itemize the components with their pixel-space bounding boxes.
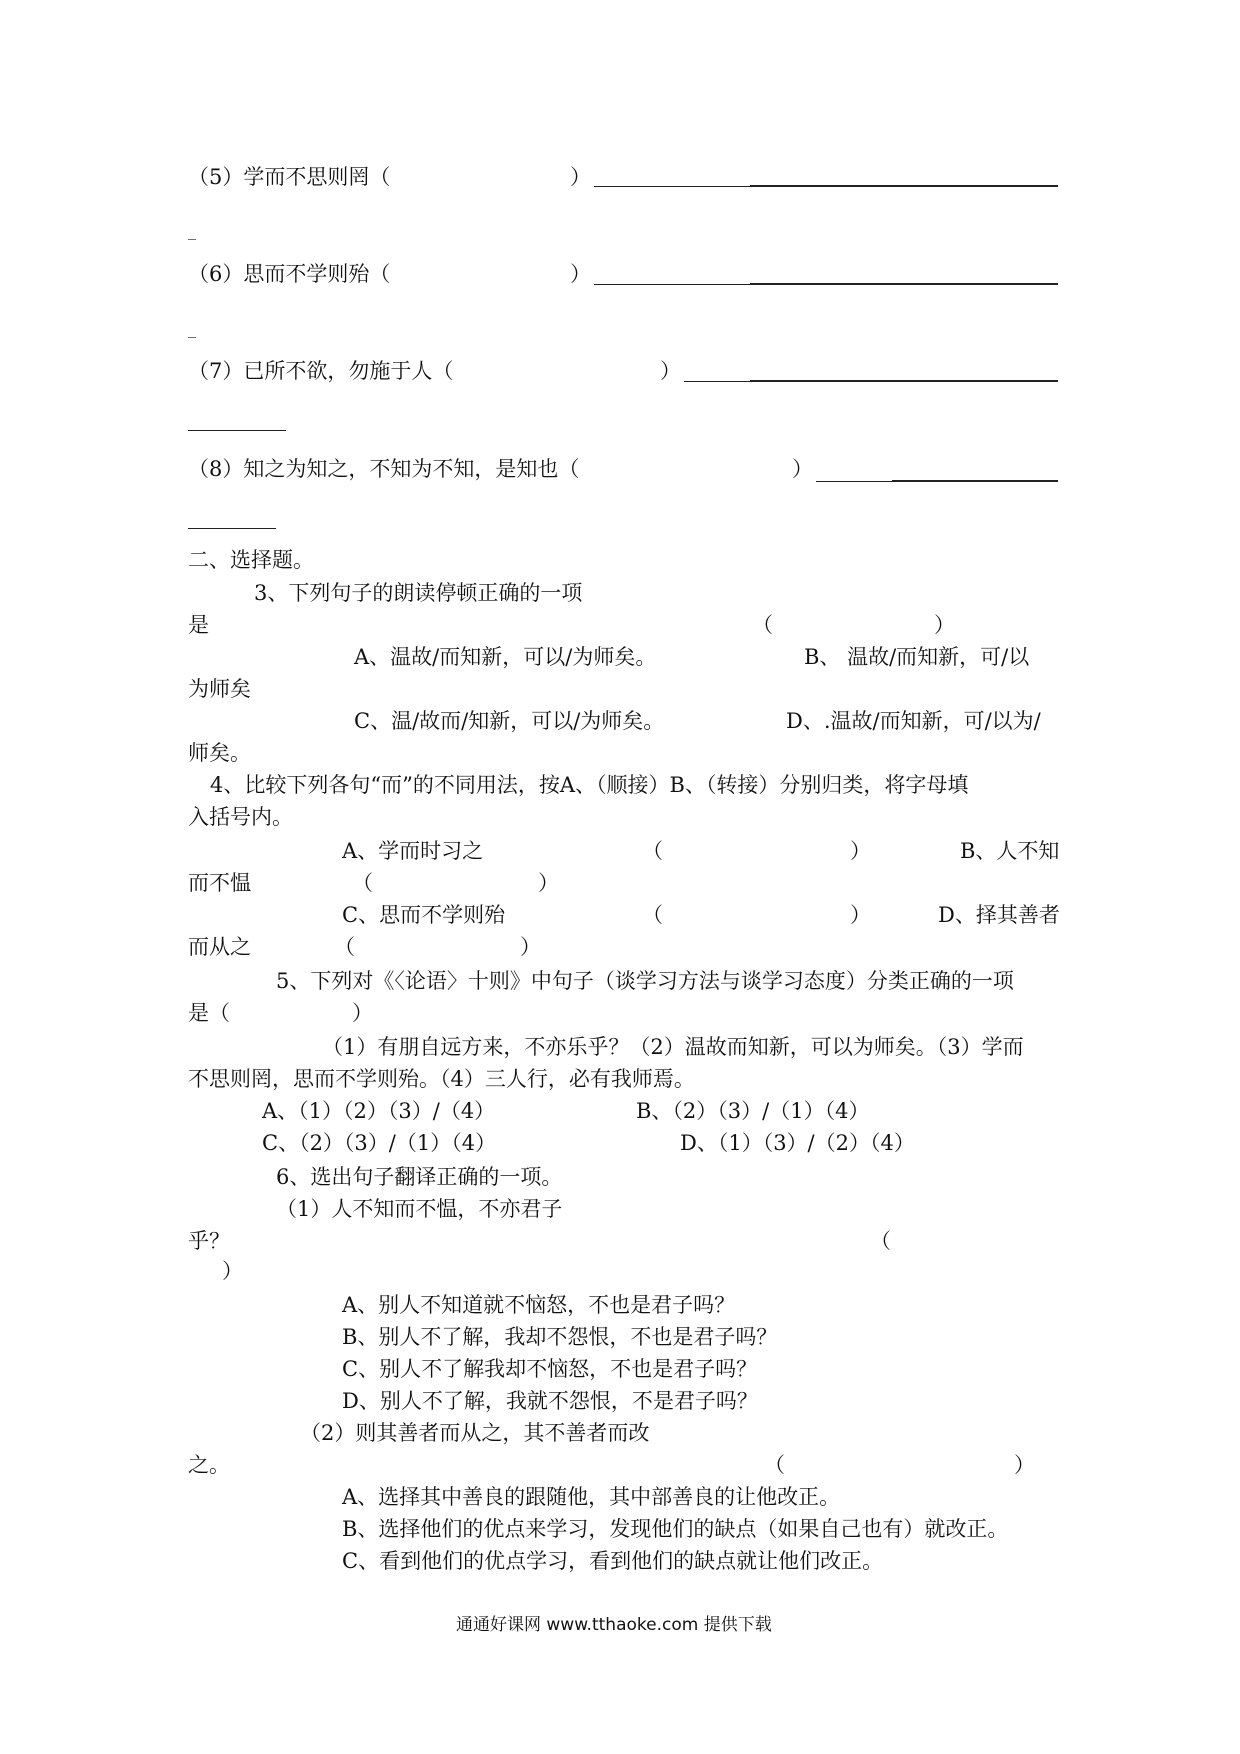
q3-paren-open: （ [752,613,773,637]
q6-s2-option-a: A、选择其中善良的跟随他，其中部善良的让他改正。 [342,1485,841,1509]
q4-item-d: D、择其善者 [938,903,1060,927]
q6-sentence-2: （2）则其善者而从之，其不善者而改 [300,1421,650,1445]
fill-item-7-answer-line-2[interactable] [750,380,1058,382]
q3-stem: 3、下列句子的朗读停顿正确的一项 [254,581,583,605]
fill-item-5: （5）学而不思则罔（ [188,165,391,189]
fill-item-7-answer-line-3[interactable] [188,430,286,431]
q3-option-d-cont: 师矣。 [188,741,251,765]
q5-stem-cont: 是（ [188,1001,230,1025]
q4-item-b-paren-close: ） [538,871,559,895]
q5-option-d: D、（1）（3）/（2）（4） [680,1131,915,1155]
page-footer: 通通好课网 www.tthaoke.com 提供下载 [456,1615,772,1635]
q4-item-a-paren-open: （ [642,839,663,863]
q6-sentence-2-paren-open: （ [764,1453,785,1477]
q3-option-b-cont: 为师矣 [188,677,251,701]
fill-item-8: （8）知之为知之，不知为不知，是知也（ [188,457,580,481]
q6-sentence-1-paren-open: （ [870,1229,891,1253]
fill-item-7-close: ） [660,359,681,383]
q4-stem-cont: 入括号内。 [188,805,293,829]
q6-s1-option-d: D、别人不了解，我就不怨恨，不是君子吗？ [342,1389,758,1413]
q6-sentence-1-cont: 乎？ [188,1229,230,1253]
q5-option-c: C、（2）（3）/（1）（4） [262,1131,497,1155]
fill-item-8-answer-line[interactable] [816,481,892,482]
q4-item-d-paren-open: （ [334,935,355,959]
q6-s1-option-a: A、别人不知道就不恼怒，不也是君子吗？ [342,1293,736,1317]
q4-item-b-cont: 而不愠 [188,871,251,895]
dash-mark: _ [188,319,196,338]
q4-item-c: C、思而不学则殆 [342,903,506,927]
q6-sentence-1-paren-close: ） [222,1259,243,1283]
fill-item-8-close: ） [792,457,813,481]
q4-item-b: B、人不知 [960,839,1060,863]
dash-mark: _ [188,221,196,240]
fill-item-7: （7）已所不欲，勿施于人（ [188,359,454,383]
q3-paren-close: ） [934,613,955,637]
fill-item-5-answer-line-2[interactable] [750,185,1058,187]
q4-item-c-paren-open: （ [642,903,663,927]
q3-option-a: A、温故/而知新，可以/为师矣。 [354,645,657,669]
q5-text-line-2: 不思则罔，思而不学则殆。（4）三人行，必有我师焉。 [188,1067,695,1091]
q4-item-d-cont: 而从之 [188,935,251,959]
q6-s2-option-c: C、看到他们的优点学习，看到他们的缺点就让他们改正。 [342,1549,884,1573]
section-heading: 二、选择题。 [188,548,314,572]
fill-item-5-close: ） [570,165,591,189]
q4-item-c-paren-close: ） [850,903,871,927]
fill-item-8-answer-line-3[interactable] [188,528,276,529]
fill-item-5-answer-line[interactable] [594,186,750,187]
q6-s2-option-b: B、选择他们的优点来学习，发现他们的缺点（如果自己也有）就改正。 [342,1517,1009,1541]
q5-option-b: B、（2）（3）/（1）（4） [636,1099,870,1123]
q6-sentence-1: （1）人不知而不愠，不亦君子 [276,1197,563,1221]
q3-stem-cont: 是 [188,613,209,637]
q6-stem: 6、选出句子翻译正确的一项。 [276,1165,563,1189]
q5-stem: 5、下列对《〈论语〉十则》中句子（谈学习方法与谈学习态度）分类正确的一项 [276,969,1014,993]
fill-item-6-answer-line[interactable] [594,284,750,285]
fill-item-7-answer-line[interactable] [684,381,750,382]
q6-s1-option-c: C、别人不了解我却不恼怒，不也是君子吗？ [342,1357,758,1381]
q4-item-a-paren-close: ） [850,839,871,863]
q3-option-b: B、 温故/而知新，可/以 [804,645,1030,669]
q5-option-a: A、（1）（2）（3）/（4） [262,1099,496,1123]
q6-sentence-2-cont: 之。 [188,1453,230,1477]
q6-s1-option-b: B、别人不了解，我却不怨恨，不也是君子吗？ [342,1325,778,1349]
q3-option-c: C、温/故而/知新，可以/为师矣。 [354,709,665,733]
q4-item-a: A、学而时习之 [342,839,484,863]
fill-item-8-answer-line-2[interactable] [892,480,1058,482]
q5-text-line-1: （1）有朋自远方来，不亦乐乎？（2）温故而知新，可以为师矣。（3）学而 [322,1035,1024,1059]
fill-item-6: （6）思而不学则殆（ [188,262,391,286]
q4-item-b-paren-open: （ [352,871,373,895]
q6-sentence-2-paren-close: ） [1014,1453,1035,1477]
q5-paren-close: ） [352,1001,373,1025]
q4-item-d-paren-close: ） [520,935,541,959]
q3-option-d: D、.温故/而知新，可/以为/ [786,709,1041,733]
q4-stem: 4、比较下列各句“而”的不同用法，按A、（顺接）B、（转接）分别归类，将字母填 [210,773,969,797]
fill-item-6-close: ） [570,262,591,286]
fill-item-6-answer-line-2[interactable] [750,283,1058,285]
